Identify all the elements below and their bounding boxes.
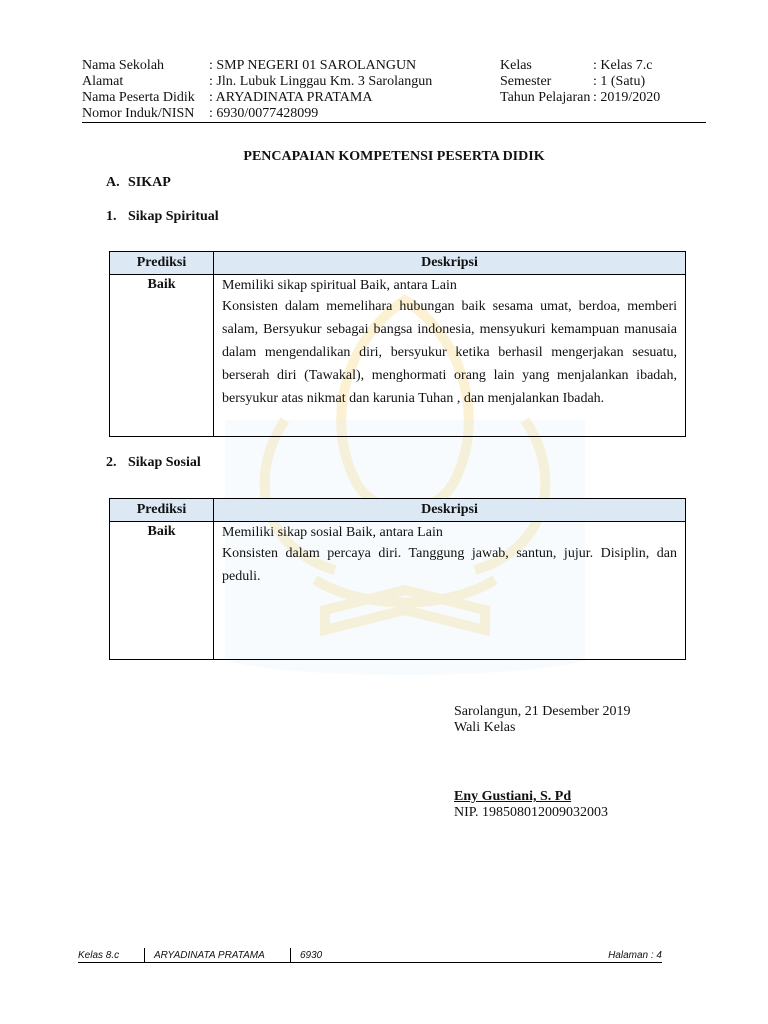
column-header-deskripsi: Deskripsi bbox=[214, 499, 686, 522]
value-nama-sekolah: : SMP NEGERI 01 SAROLANGUN bbox=[209, 58, 417, 73]
deskripsi-body: Konsisten dalam percaya diri. Tanggung jawab, santun, jujur. Disiplin, dan peduli. bbox=[222, 546, 677, 584]
label-semester: Semester bbox=[500, 74, 552, 89]
value-nama-peserta: : ARYADINATA PRATAMA bbox=[209, 90, 373, 105]
footer-separator bbox=[290, 948, 291, 962]
deskripsi-cell bbox=[214, 522, 686, 660]
sikap-sosial-heading: 2. Sikap Sosial bbox=[106, 455, 201, 470]
value-alamat: : Jln. Lubuk Linggau Km. 3 Sarolangun bbox=[209, 74, 433, 89]
table-row bbox=[110, 275, 686, 437]
deskripsi-title: Memiliki sikap spiritual Baik, antara Lain bbox=[222, 278, 457, 293]
label-nama-peserta: Nama Peserta Didik bbox=[82, 90, 195, 105]
prediksi-value: Baik bbox=[110, 275, 214, 437]
deskripsi-title: Memiliki sikap sosial Baik, antara Lain bbox=[222, 525, 443, 540]
signature-place-date: Sarolangun, 21 Desember 2019 bbox=[454, 704, 631, 719]
section-a-heading: A. SIKAP bbox=[106, 175, 171, 190]
label-alamat: Alamat bbox=[82, 74, 124, 89]
value-tahun-pelajaran: : 2019/2020 bbox=[593, 90, 661, 105]
header-divider bbox=[82, 122, 706, 123]
page-footer bbox=[78, 950, 662, 963]
label-tahun-pelajaran: Tahun Pelajaran bbox=[500, 90, 591, 105]
sikap-spiritual-table bbox=[109, 251, 686, 437]
table-row bbox=[110, 522, 686, 660]
column-header-prediksi: Prediksi bbox=[110, 499, 214, 522]
footer-halaman: Halaman : 4 bbox=[608, 950, 662, 961]
value-semester: : 1 (Satu) bbox=[593, 74, 646, 89]
footer-kelas: Kelas 8.c bbox=[78, 950, 120, 961]
value-kelas: : Kelas 7.c bbox=[593, 58, 653, 73]
table-header-row bbox=[110, 252, 686, 275]
deskripsi-body: Konsisten dalam memelihara hubungan baik sesama umat, berdoa, memberi salam, Bersyukur sebagai bangsa indonesia, mensyukuri kemampuan manusaia dalam mengendalikan diri, bersyukur ketika berhasil mengerjakan sesuatu, berserah diri (Tawakal), menghormati orang lain yang menjalankan ibadah, bersyukur atas nikmat dan karunia Tuhan , dan menjalankan Ibadah. bbox=[222, 299, 677, 406]
label-kelas: Kelas bbox=[500, 58, 532, 73]
sikap-spiritual-heading: 1. Sikap Spiritual bbox=[106, 209, 219, 224]
label-nama-sekolah: Nama Sekolah bbox=[82, 58, 165, 73]
prediksi-value: Baik bbox=[110, 522, 214, 660]
table-header-row bbox=[110, 499, 686, 522]
footer-separator bbox=[144, 948, 145, 962]
footer-nama: ARYADINATA PRATAMA bbox=[154, 950, 265, 961]
footer-nis: 6930 bbox=[300, 950, 323, 961]
value-nomor-induk: : 6930/0077428099 bbox=[209, 106, 319, 121]
signature-name: Eny Gustiani, S. Pd bbox=[454, 789, 572, 804]
signature-nip: NIP. 198508012009032003 bbox=[454, 805, 609, 820]
deskripsi-cell bbox=[214, 275, 686, 437]
page-title: PENCAPAIAN KOMPETENSI PESERTA DIDIK bbox=[243, 149, 545, 164]
signature-role: Wali Kelas bbox=[454, 720, 516, 735]
column-header-deskripsi: Deskripsi bbox=[214, 252, 686, 275]
sikap-sosial-table bbox=[109, 498, 686, 660]
label-nomor-induk: Nomor Induk/NISN bbox=[82, 106, 195, 121]
column-header-prediksi: Prediksi bbox=[110, 252, 214, 275]
